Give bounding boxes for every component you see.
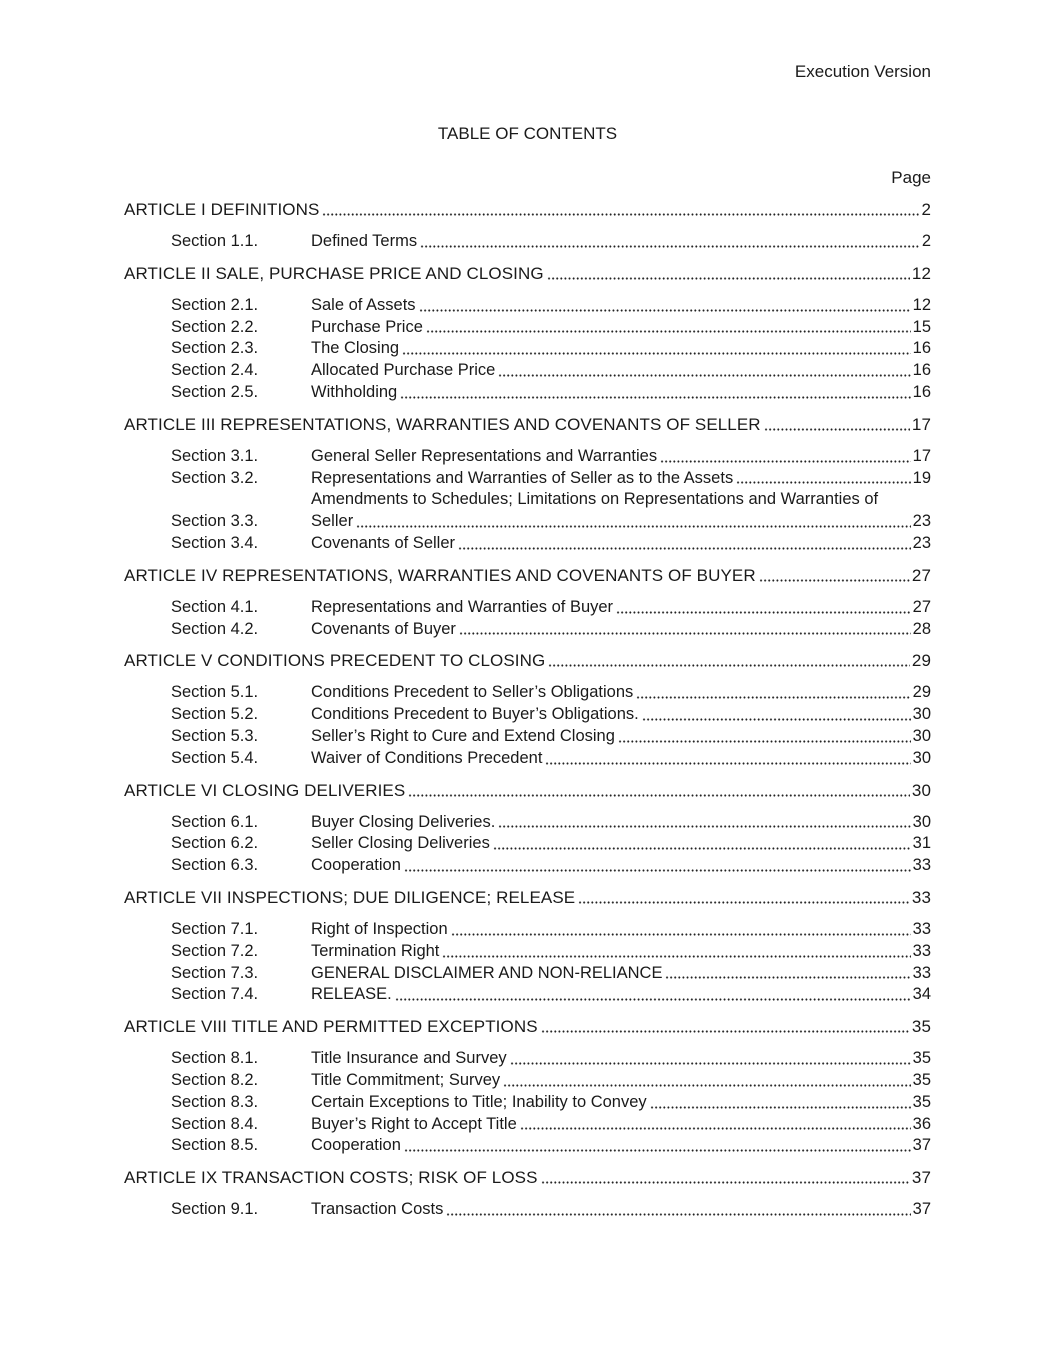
- article-page-number: 17: [911, 414, 931, 434]
- section-body: [311, 231, 931, 253]
- article-block: [124, 887, 931, 1006]
- section-title: Representations and Warranties of Buyer: [311, 597, 614, 616]
- section-page-number: 16: [912, 361, 931, 380]
- article-block: [124, 199, 931, 253]
- dot-leader: [404, 869, 911, 872]
- section-page-number: 2: [921, 232, 931, 250]
- dot-leader: [541, 1030, 910, 1033]
- section-number: Section 8.3.: [171, 1092, 259, 1111]
- section-title: Seller Closing Deliveries: [311, 834, 490, 853]
- section-entry[interactable]: [124, 1048, 931, 1070]
- section-title: Purchase Price: [311, 317, 423, 336]
- section-title: The Closing: [311, 339, 400, 358]
- article-title: ARTICLE IV REPRESENTATIONS, WARRANTIES AND COVENANTS OF BUYER: [124, 565, 756, 585]
- article-page-number: 27: [911, 565, 931, 585]
- section-title: Cooperation: [311, 856, 401, 875]
- section-number: Section 3.2.: [171, 468, 259, 487]
- section-page-number: 30: [912, 812, 931, 831]
- section-entry[interactable]: [124, 919, 931, 941]
- section-body: [311, 317, 931, 339]
- section-entry[interactable]: [124, 446, 931, 468]
- section-body: [311, 919, 931, 941]
- article-title: ARTICLE IX TRANSACTION COSTS; RISK OF LOSS: [124, 1168, 538, 1188]
- article-title: ARTICLE V CONDITIONS PRECEDENT TO CLOSING: [124, 651, 546, 671]
- section-list: [124, 1048, 931, 1157]
- section-body: [311, 812, 931, 834]
- section-title: Defined Terms: [311, 232, 418, 250]
- dot-leader: [446, 1213, 910, 1216]
- section-number: Section 6.2.: [171, 834, 259, 853]
- dot-leader: [356, 525, 910, 528]
- section-entry[interactable]: [124, 1199, 931, 1221]
- article-title: ARTICLE III REPRESENTATIONS, WARRANTIES AND COVENANTS OF SELLER: [124, 414, 761, 434]
- section-page-number: 31: [912, 834, 931, 853]
- article-entry[interactable]: [124, 887, 931, 909]
- dot-leader: [503, 1084, 910, 1087]
- section-entry[interactable]: [124, 533, 931, 555]
- section-list: [124, 295, 931, 404]
- section-page-number: 12: [912, 295, 931, 314]
- section-body: [311, 963, 931, 985]
- section-page-number: 36: [912, 1114, 931, 1133]
- section-body: [311, 941, 931, 963]
- section-page-number: 33: [912, 856, 931, 875]
- section-entry[interactable]: [124, 963, 931, 985]
- section-number: Section 4.1.: [171, 597, 259, 616]
- section-entry[interactable]: [124, 360, 931, 382]
- article-block: [124, 414, 931, 555]
- section-body: [311, 597, 931, 619]
- article-page-number: 37: [911, 1168, 931, 1188]
- section-entry[interactable]: [124, 295, 931, 317]
- section-list: [124, 812, 931, 877]
- section-page-number: 35: [912, 1070, 931, 1089]
- section-entry[interactable]: [124, 704, 931, 726]
- dot-leader: [618, 740, 911, 743]
- article-entry[interactable]: [124, 565, 931, 587]
- dot-leader: [442, 955, 910, 958]
- dot-leader: [404, 1149, 911, 1152]
- section-page-number: 35: [912, 1092, 931, 1111]
- section-list: [124, 1199, 931, 1221]
- section-body: [311, 468, 931, 490]
- section-title: Covenants of Buyer: [311, 619, 456, 638]
- section-entry[interactable]: [124, 812, 931, 834]
- section-number: Section 5.1.: [171, 683, 259, 702]
- section-body: [311, 1070, 931, 1092]
- section-entry[interactable]: [124, 855, 931, 877]
- section-entry[interactable]: [124, 317, 931, 339]
- dot-leader: [642, 718, 911, 721]
- dot-leader: [400, 396, 910, 399]
- section-title-continuation: Seller: [311, 512, 354, 531]
- article-title: ARTICLE VI CLOSING DELIVERIES: [124, 780, 406, 800]
- dot-leader: [451, 933, 911, 936]
- section-title: Covenants of Seller: [311, 533, 455, 552]
- section-title: Seller’s Right to Cure and Extend Closing: [311, 726, 615, 745]
- section-title: General Seller Representations and Warranties: [311, 446, 658, 465]
- page-column-header: Page: [891, 168, 931, 187]
- section-title: Waiver of Conditions Precedent: [311, 748, 543, 767]
- section-number: Section 8.2.: [171, 1070, 259, 1089]
- article-entry[interactable]: [124, 263, 931, 285]
- section-body: [311, 1135, 931, 1157]
- dot-leader: [510, 1062, 911, 1065]
- article-title: ARTICLE I DEFINITIONS: [124, 200, 320, 219]
- section-body: [311, 533, 931, 555]
- section-page-number: 33: [912, 919, 931, 938]
- section-number: Section 5.2.: [171, 705, 259, 724]
- section-number: Section 5.3.: [171, 726, 259, 745]
- section-page-number: 16: [912, 382, 931, 401]
- section-list: [124, 919, 931, 1006]
- section-title: Transaction Costs: [311, 1200, 444, 1219]
- section-number: Section 3.1.: [171, 446, 259, 465]
- section-page-number: 23: [912, 533, 931, 552]
- section-number: Section 8.1.: [171, 1049, 259, 1068]
- section-page-number: 17: [912, 446, 931, 465]
- dot-leader: [541, 1181, 910, 1184]
- section-title: Cooperation: [311, 1136, 401, 1155]
- section-title: Buyer Closing Deliveries.: [311, 812, 496, 831]
- article-title: ARTICLE II SALE, PURCHASE PRICE AND CLOSING: [124, 263, 544, 283]
- section-page-number: 34: [912, 985, 931, 1004]
- section-number: Section 3.3.: [171, 512, 259, 531]
- section-entry[interactable]: [124, 682, 931, 704]
- section-entry[interactable]: [124, 597, 931, 619]
- section-number: Section 8.4.: [171, 1114, 259, 1133]
- article-page-number: 35: [911, 1017, 931, 1037]
- section-page-number: 30: [912, 748, 931, 767]
- section-number: Section 1.1.: [171, 232, 259, 250]
- section-number: Section 3.4.: [171, 533, 259, 552]
- section-body: [311, 682, 931, 704]
- section-body: [311, 984, 931, 1006]
- section-entry[interactable]: [124, 726, 931, 748]
- section-title: Amendments to Schedules; Limitations on Representations and Warranties of: [311, 490, 879, 509]
- section-title: Certain Exceptions to Title; Inability to Convey: [311, 1092, 647, 1111]
- section-body: [311, 360, 931, 382]
- section-entry[interactable]: [124, 833, 931, 855]
- section-title: RELEASE.: [311, 985, 392, 1004]
- article-page-number: 33: [911, 887, 931, 907]
- section-title: Title Commitment; Survey: [311, 1070, 501, 1089]
- dot-leader: [616, 611, 911, 614]
- dot-leader: [547, 277, 910, 280]
- dot-leader: [493, 847, 911, 850]
- article-page-number: 12: [911, 263, 931, 283]
- section-entry[interactable]: [124, 231, 931, 253]
- article-page-number: 2: [921, 200, 931, 219]
- dot-leader: [458, 547, 911, 550]
- dot-leader: [545, 762, 910, 765]
- section-title: Representations and Warranties of Seller as to the Assets: [311, 468, 734, 487]
- section-number: Section 2.3.: [171, 339, 259, 358]
- section-number: Section 2.5.: [171, 382, 259, 401]
- section-title: GENERAL DISCLAIMER AND NON-RELIANCE: [311, 963, 663, 982]
- section-number: Section 4.2.: [171, 619, 259, 638]
- document-version-label: Execution Version: [794, 62, 931, 81]
- section-list: [124, 231, 931, 253]
- dot-leader: [650, 1106, 911, 1109]
- section-entry[interactable]: [124, 1114, 931, 1136]
- dot-leader: [520, 1127, 911, 1130]
- section-body: [311, 446, 931, 468]
- article-block: [124, 565, 931, 641]
- section-body: [311, 748, 931, 770]
- section-entry[interactable]: [124, 748, 931, 770]
- section-body: [311, 295, 931, 317]
- dot-leader: [322, 213, 919, 216]
- section-entry[interactable]: [124, 1092, 931, 1114]
- section-entry[interactable]: [124, 1070, 931, 1092]
- section-number: Section 6.1.: [171, 812, 259, 831]
- section-entry[interactable]: [124, 941, 931, 963]
- article-page-number: 29: [911, 651, 931, 671]
- dot-leader: [395, 998, 911, 1001]
- section-page-number: 19: [912, 468, 931, 487]
- section-number: Section 2.4.: [171, 361, 259, 380]
- dot-leader: [498, 374, 910, 377]
- section-number: Section 7.4.: [171, 985, 259, 1004]
- section-body: [311, 619, 931, 641]
- article-entry[interactable]: [124, 650, 931, 672]
- section-number: Section 2.1.: [171, 295, 259, 314]
- section-title: Right of Inspection: [311, 919, 448, 938]
- section-title: Sale of Assets: [311, 295, 416, 314]
- article-entry[interactable]: [124, 1016, 931, 1038]
- section-body: [311, 1114, 931, 1136]
- section-title: Allocated Purchase Price: [311, 361, 496, 380]
- section-entry[interactable]: [124, 338, 931, 360]
- section-body: [311, 1092, 931, 1114]
- article-block: [124, 780, 931, 877]
- section-list: [124, 446, 931, 555]
- dot-leader: [665, 976, 910, 979]
- section-page-number: 35: [912, 1049, 931, 1068]
- section-title: Conditions Precedent to Buyer’s Obligations.: [311, 705, 639, 724]
- section-entry[interactable]: [124, 489, 931, 533]
- section-list: [124, 597, 931, 641]
- section-page-number: 28: [912, 619, 931, 638]
- article-entry[interactable]: [124, 414, 931, 436]
- section-page-number: 23: [912, 512, 931, 531]
- dot-leader: [736, 481, 910, 484]
- dot-leader: [636, 696, 910, 699]
- article-block: [124, 650, 931, 769]
- section-title: Title Insurance and Survey: [311, 1049, 507, 1068]
- section-body: [311, 855, 931, 877]
- section-title: Termination Right: [311, 941, 440, 960]
- article-entry[interactable]: [124, 199, 931, 221]
- dot-leader: [764, 428, 910, 431]
- section-page-number: 29: [912, 683, 931, 702]
- article-block: [124, 1016, 931, 1157]
- article-entry[interactable]: [124, 780, 931, 802]
- dot-leader: [426, 330, 911, 333]
- section-title-continuation-line: [311, 511, 931, 533]
- section-number: Section 9.1.: [171, 1200, 259, 1219]
- article-block: [124, 1167, 931, 1221]
- section-body: [311, 704, 931, 726]
- section-entry[interactable]: [124, 468, 931, 490]
- section-body: [311, 382, 931, 404]
- table-of-contents: [124, 199, 931, 1231]
- dot-leader: [459, 632, 911, 635]
- section-page-number: 37: [912, 1200, 931, 1219]
- section-page-number: 30: [912, 705, 931, 724]
- section-page-number: 15: [912, 317, 931, 336]
- section-body: [311, 489, 931, 533]
- section-page-number: 33: [912, 963, 931, 982]
- section-page-number: 33: [912, 941, 931, 960]
- section-page-number: 16: [912, 339, 931, 358]
- section-entry[interactable]: [124, 984, 931, 1006]
- section-number: Section 8.5.: [171, 1136, 259, 1155]
- dot-leader: [578, 901, 910, 904]
- article-entry[interactable]: [124, 1167, 931, 1189]
- section-page-number: 30: [912, 726, 931, 745]
- article-block: [124, 263, 931, 404]
- section-body: [311, 833, 931, 855]
- section-number: Section 7.1.: [171, 919, 259, 938]
- section-body: [311, 1048, 931, 1070]
- article-title: ARTICLE VIII TITLE AND PERMITTED EXCEPTIONS: [124, 1017, 538, 1037]
- dot-leader: [498, 825, 910, 828]
- section-title: Withholding: [311, 382, 398, 401]
- article-page-number: 30: [911, 780, 931, 800]
- section-body: [311, 1199, 931, 1221]
- section-number: Section 7.3.: [171, 963, 259, 982]
- dot-leader: [408, 794, 910, 797]
- section-number: Section 6.3.: [171, 856, 259, 875]
- dot-leader: [660, 460, 911, 463]
- section-list: [124, 682, 931, 769]
- page-title: TABLE OF CONTENTS: [437, 124, 618, 143]
- section-page-number: 27: [912, 597, 931, 616]
- section-body: [311, 726, 931, 748]
- section-title: Buyer’s Right to Accept Title: [311, 1114, 517, 1133]
- section-number: Section 7.2.: [171, 941, 259, 960]
- dot-leader: [759, 579, 910, 582]
- dot-leader: [402, 352, 911, 355]
- section-title: Conditions Precedent to Seller’s Obligations: [311, 683, 634, 702]
- section-number: Section 5.4.: [171, 748, 259, 767]
- section-entry[interactable]: [124, 1135, 931, 1157]
- section-page-number: 37: [912, 1136, 931, 1155]
- article-title: ARTICLE VII INSPECTIONS; DUE DILIGENCE; RELEASE: [124, 887, 576, 907]
- section-entry[interactable]: [124, 619, 931, 641]
- dot-leader: [419, 309, 911, 312]
- dot-leader: [420, 245, 920, 248]
- section-body: [311, 338, 931, 360]
- dot-leader: [548, 664, 910, 667]
- section-number: Section 2.2.: [171, 317, 259, 336]
- section-entry[interactable]: [124, 382, 931, 404]
